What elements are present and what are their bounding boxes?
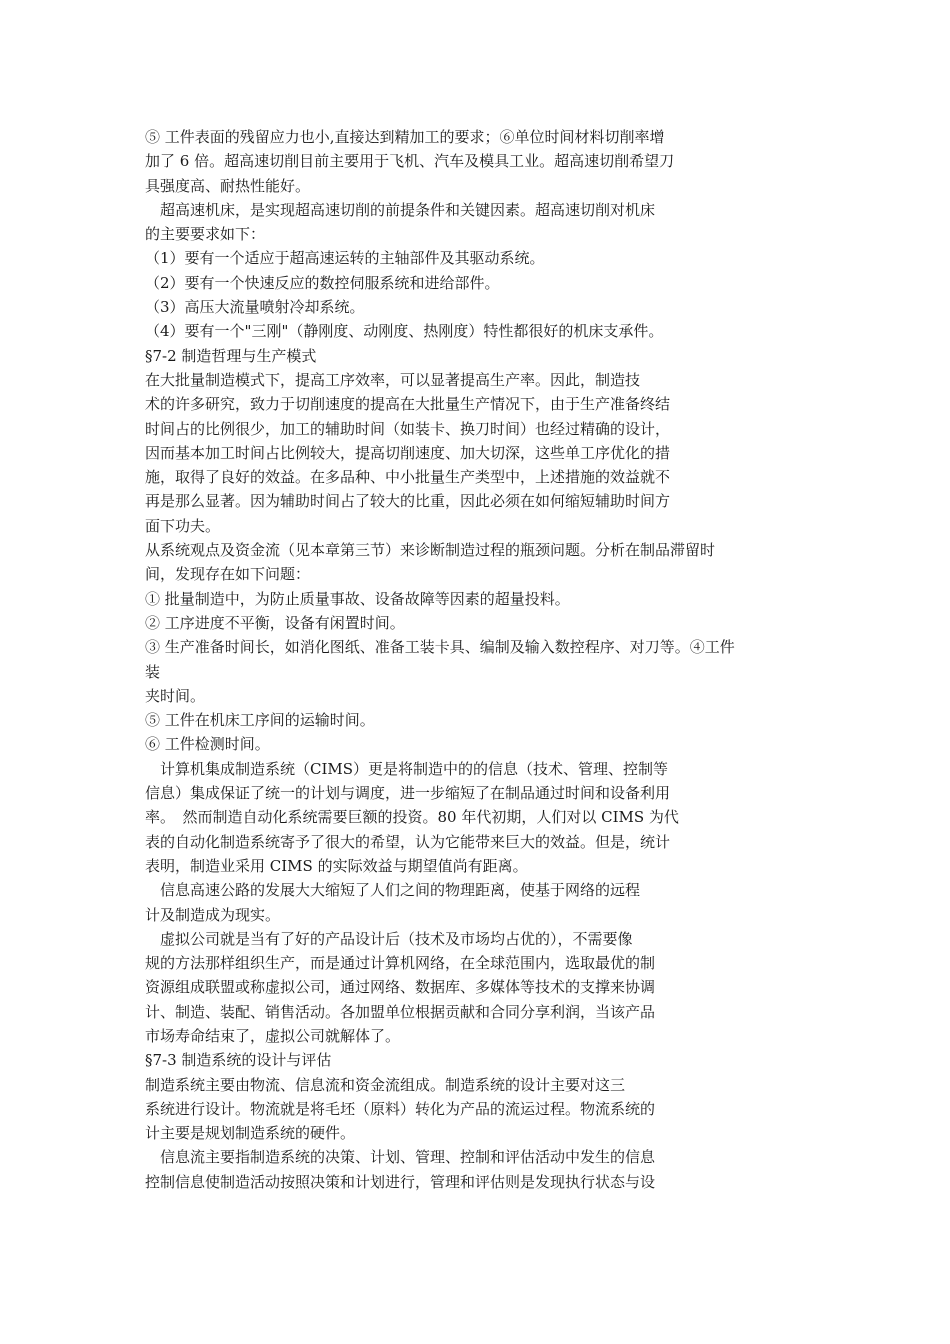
text-line: 资源组成联盟或称虚拟公司，通过网络、数据库、多媒体等技术的支撑来协调 [145, 978, 656, 997]
text-line: 再是那么显著。因为辅助时间占了较大的比重，因此必须在如何缩短辅助时间方 [145, 492, 671, 511]
text-line: 时间占的比例很少，加工的辅助时间（如装卡、换刀时间）也经过精确的设计， [145, 419, 671, 438]
text-line: （4）要有一个"三刚"（静刚度、动刚度、热刚度）特性都很好的机床支承件。 [145, 322, 664, 341]
text-line: 计主要是规划制造系统的硬件。 [145, 1124, 356, 1143]
text-line: 系统进行设计。物流就是将毛坯（原料）转化为产品的流运过程。物流系统的 [145, 1099, 656, 1118]
text-line: 制造系统主要由物流、信息流和资金流组成。制造系统的设计主要对这三 [145, 1075, 626, 1094]
text-line: 装 [145, 662, 161, 681]
text-line: （1）要有一个适应于超高速运转的主轴部件及其驱动系统。 [145, 249, 545, 268]
text-line: 超高速机床，是实现超高速切削的前提条件和关键因素。超高速切削对机床 [145, 200, 656, 219]
text-line: 的主要要求如下： [145, 225, 266, 244]
text-line: 在大批量制造模式下，提高工序效率，可以显著提高生产率。因此，制造技 [145, 370, 641, 389]
text-line: （2）要有一个快速反应的数控伺服系统和进给部件。 [145, 273, 500, 292]
text-line: 施，取得了良好的效益。在多品种、中小批量生产类型中，上述措施的效益就不 [145, 468, 671, 487]
text-line: 从系统观点及资金流（见本章第三节）来诊断制造过程的瓶颈问题。分析在制品滞留时 [145, 541, 716, 560]
text-line: 夹时间。 [145, 686, 206, 705]
text-line: 控制信息使制造活动按照决策和计划进行，管理和评估则是发现执行状态与设 [145, 1172, 656, 1191]
text-line: 因而基本加工时间占比例较大，提高切削速度、加大切深，这些单工序优化的措 [145, 443, 671, 462]
text-line: 虚拟公司就是当有了好的产品设计后（技术及市场均占优的），不需要像 [145, 929, 633, 948]
text-line: 加了 6 倍。超高速切削目前主要用于飞机、汽车及模具工业。超高速切削希望刀 [145, 152, 675, 171]
text-line: ① 批量制造中，为防止质量事故、设备故障等因素的超量投料。 [145, 589, 570, 608]
text-line: ⑥ 工件检测时间。 [145, 735, 270, 754]
text-line: 表明，制造业采用 CIMS 的实际效益与期望值尚有距离。 [145, 856, 528, 875]
text-line: 计算机集成制造系统（CIMS）更是将制造中的的信息（技术、管理、控制等 [145, 759, 669, 778]
text-line: 具强度高、耐热性能好。 [145, 176, 311, 195]
text-line: §7-2 制造哲理与生产模式 [145, 346, 317, 365]
text-line: ③ 生产准备时间长，如消化图纸、准备工装卡具、编制及输入数控程序、对刀等。④工件 [145, 638, 735, 657]
text-line: 信息高速公路的发展大大缩短了人们之间的物理距离，使基于网络的远程 [145, 881, 641, 900]
text-line: 信息）集成保证了统一的计划与调度，进一步缩短了在制品通过时间和设备利用 [145, 784, 671, 803]
text-line: 术的许多研究，致力于切削速度的提高在大批量生产情况下，由于生产准备终结 [145, 395, 671, 414]
text-line: ⑤ 工件表面的残留应力也小,直接达到精加工的要求；⑥单位时间材料切削率增 [145, 128, 665, 146]
text-line: 面下功夫。 [145, 516, 221, 535]
text-line: 市场寿命结束了，虚拟公司就解体了。 [145, 1026, 401, 1045]
document-body [145, 125, 835, 1194]
text-line: ② 工序进度不平衡，设备有闲置时间。 [145, 613, 405, 632]
text-line: 规的方法那样组织生产，而是通过计算机网络，在全球范围内，选取最优的制 [145, 954, 656, 973]
text-line: 计及制造成为现实。 [145, 905, 281, 924]
text-line: ⑤ 工件在机床工序间的运输时间。 [145, 711, 375, 730]
text-line: 间，发现存在如下问题： [145, 565, 311, 584]
text-line: （3）高压大流量喷射冷却系统。 [145, 298, 365, 317]
text-line: 表的自动化制造系统寄予了很大的希望，认为它能带来巨大的效益。但是，统计 [145, 832, 671, 851]
text-line: §7-3 制造系统的设计与评估 [145, 1051, 332, 1070]
text-line: 信息流主要指制造系统的决策、计划、管理、控制和评估活动中发生的信息 [145, 1148, 656, 1167]
text-line: 计、制造、装配、销售活动。各加盟单位根据贡献和合同分享利润，当该产品 [145, 1002, 656, 1021]
text-line: 率。 然而制造自动化系统需要巨额的投资。80 年代初期，人们对以 CIMS 为代 [145, 808, 679, 827]
